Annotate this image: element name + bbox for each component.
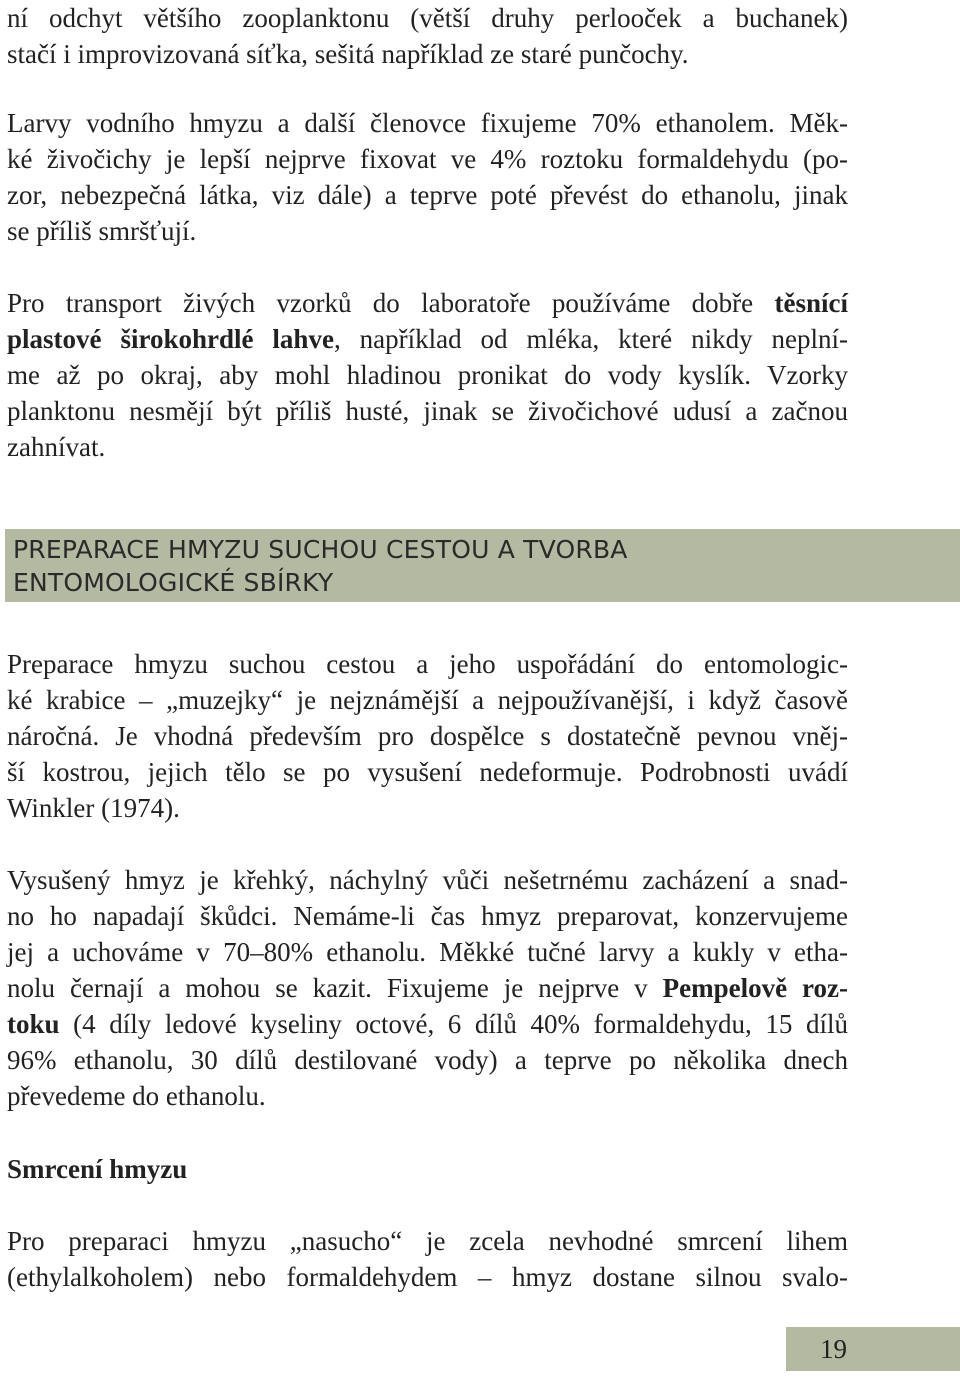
paragraph-line: náročná. Je vhodná především pro dospělce s dostatečně pevnou vněj- <box>7 721 848 751</box>
emphasis-text: Pempelově roz- <box>662 973 848 1003</box>
paragraph-line: Pro preparaci hmyzu „nasucho“ je zcela nevhodné smrcení lihem <box>7 1226 848 1256</box>
paragraph-line: ké živočichy je lepší nejprve fixovat ve 4% roztoku formaldehydu (po- <box>7 144 848 174</box>
paragraph-line: zahnívat. <box>7 432 106 462</box>
paragraph-line: převedeme do ethanolu. <box>7 1081 266 1111</box>
page-number: 19 <box>820 1334 847 1364</box>
paragraph-line: ní odchyt většího zooplanktonu (větší druhy perlooček a buchanek) <box>7 3 848 33</box>
text-run: , například od mléka, které nikdy neplní- <box>333 324 849 354</box>
paragraph-line: jej a uchováme v 70–80% ethanolu. Měkké tučné larvy a kukly v etha- <box>7 937 848 967</box>
paragraph-line <box>7 1006 848 1042</box>
paragraph-line: Larvy vodního hmyzu a další členovce fixujeme 70% ethanolem. Měk- <box>7 108 848 138</box>
paragraph-line: ší kostrou, jejich tělo se po vysušení nedeformuje. Podrobnosti uvádí <box>7 757 848 787</box>
paragraph-line: stačí i improvizovaná síťka, sešitá například ze staré punčochy. <box>7 39 689 69</box>
text-run: Pro transport živých vzorků do laboratoře používáme dobře <box>7 288 775 318</box>
paragraph-line: Vysušený hmyz je křehký, náchylný vůči nešetrnému zacházení a snad- <box>7 865 848 895</box>
section-heading-line: ENTOMOLOGICKÉ SBÍRKY <box>13 568 334 597</box>
section-heading-banner <box>5 529 960 602</box>
paragraph-line <box>7 970 848 1006</box>
paragraph-line: (ethylalkoholem) nebo formaldehydem – hmyz dostane silnou svalo- <box>7 1262 848 1292</box>
paragraph-line: planktonu nesmějí být příliš husté, jinak se živočichové udusí a začnou <box>7 396 848 426</box>
text-run: (4 díly ledové kyseliny octové, 6 dílů 40% formaldehydu, 15 dílů <box>59 1009 848 1039</box>
paragraph-line: Winkler (1974). <box>7 793 180 823</box>
paragraph-line: me až po okraj, aby mohl hladinou pronikat do vody kyslík. Vzorky <box>7 360 848 390</box>
section-heading-line: PREPARACE HMYZU SUCHOU CESTOU A TVORBA <box>13 535 628 564</box>
paragraph-line: zor, nebezpečná látka, viz dále) a teprve poté převést do ethanolu, jinak <box>7 180 848 210</box>
emphasis-text: toku <box>7 1009 60 1039</box>
text-run: nolu černají a mohou se kazit. Fixujeme je nejprve v <box>7 973 663 1003</box>
paragraph-line: ké krabice – „muzejky“ je nejznámější a nejpoužívanější, i když časově <box>7 685 848 715</box>
paragraph-line: se příliš smršťují. <box>7 216 197 246</box>
paragraph-line <box>7 285 848 321</box>
page-number-box <box>786 1327 960 1371</box>
subheading: Smrcení hmyzu <box>7 1154 188 1184</box>
paragraph-line: 96% ethanolu, 30 dílů destilované vody) a teprve po několika dnech <box>7 1045 848 1075</box>
emphasis-text: plastové širokohrdlé lahve <box>7 324 334 354</box>
emphasis-text: těsnící <box>774 288 848 318</box>
paragraph-line: Preparace hmyzu suchou cestou a jeho uspořádání do entomologic- <box>7 649 848 679</box>
paragraph-line <box>7 321 848 357</box>
paragraph-line: no ho napadají škůdci. Nemáme-li čas hmyz preparovat, konzervujeme <box>7 901 848 931</box>
